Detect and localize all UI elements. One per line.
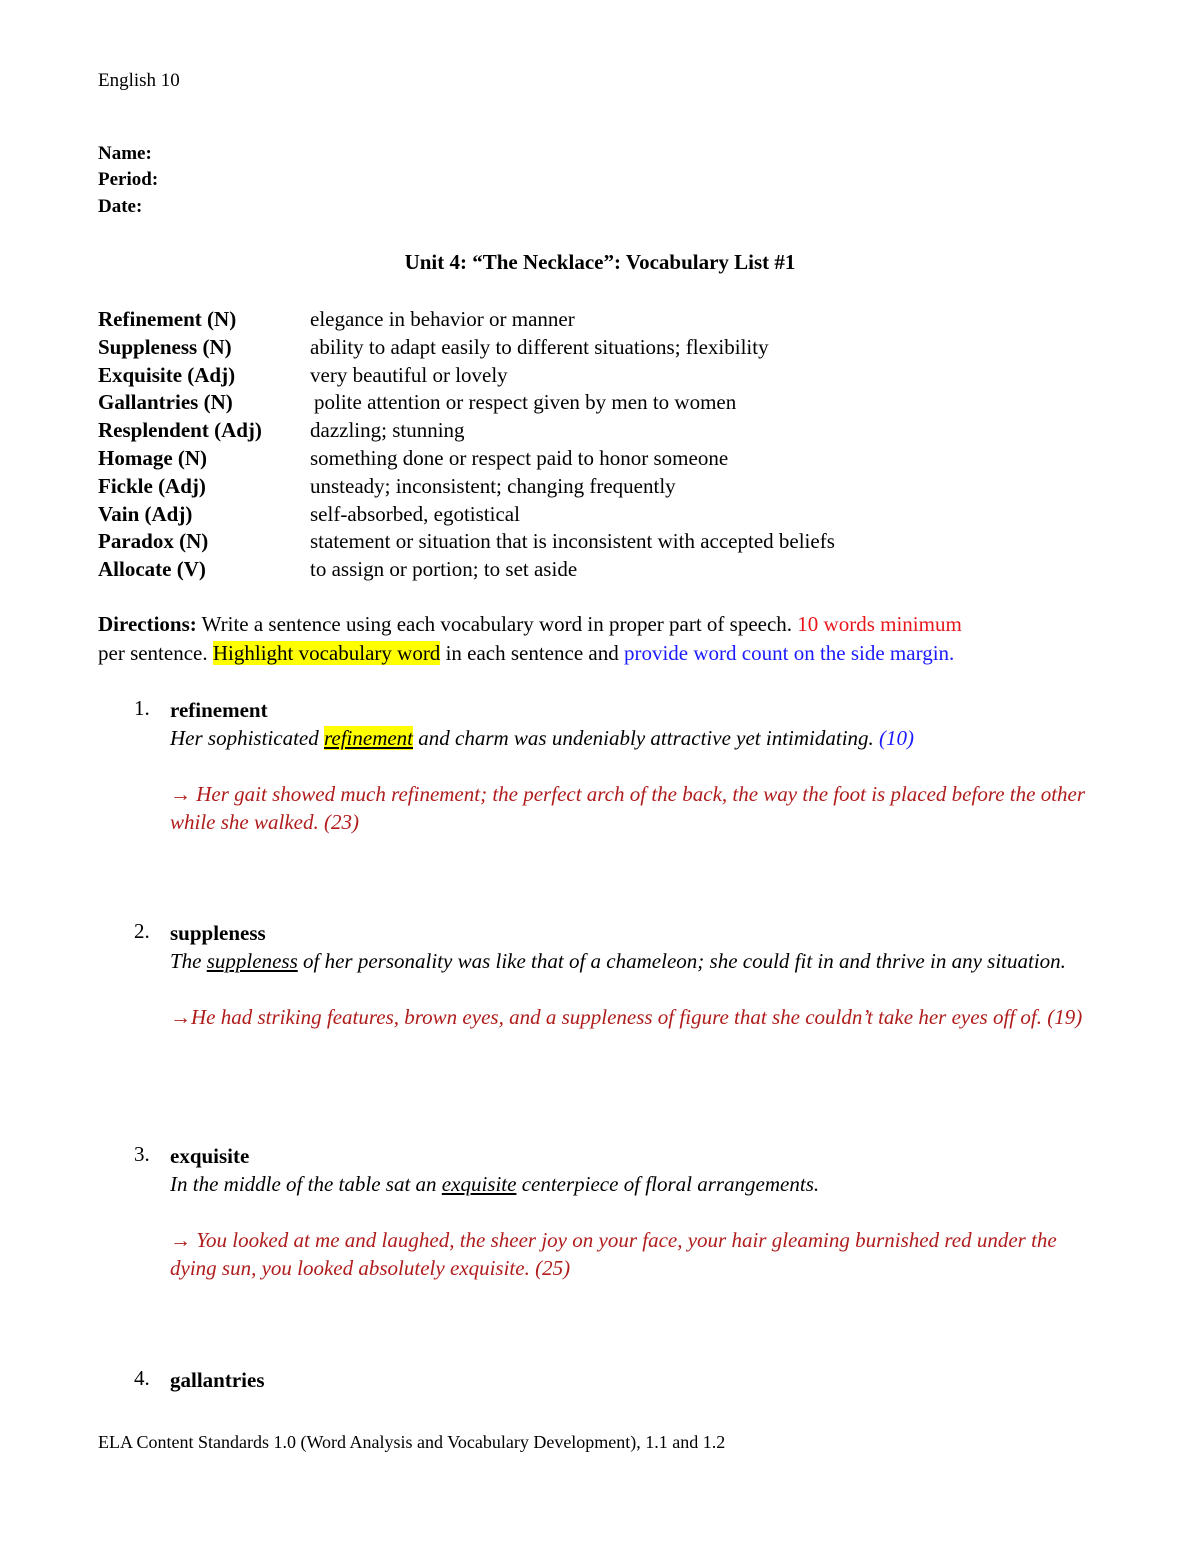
answer-sentence: → You looked at me and laughed, the sheer joy on your face, your hair gleaming burnished red under the dying sun, you looked absolutely exquisite. (25) [170,1228,1057,1280]
vocab-term: Suppleness (N) [98,334,232,359]
vocab-definition: dazzling; stunning [310,418,465,443]
word-count: (10) [879,726,915,750]
directions-text: Write a sentence using each vocabulary word in proper part of speech. [196,612,798,636]
directions-label: Directions: [98,612,197,636]
example-sentence: Her sophisticated refinement and charm was undeniably attractive yet intimidating. (10) [170,726,915,750]
vocab-definition: statement or situation that is inconsistent with accepted beliefs [310,529,835,554]
vocab-term: Homage (N) [98,445,208,470]
vocab-term: Paradox (N) [98,529,209,554]
item-number: 4. [134,1366,150,1390]
item-number: 2. [134,919,150,943]
vocab-definition: polite attention or respect given by men to women [314,390,737,415]
vocab-definition: ability to adapt easily to different situations; flexibility [310,334,769,359]
word-minimum-note: 10 words minimum [797,612,962,636]
answer-sentence: → Her gait showed much refinement; the perfect arch of the back, the way the foot is placed before the other while she walked. (23) [170,782,1086,834]
item-word: refinement [170,698,268,722]
item-number: 3. [134,1142,150,1166]
item-word: gallantries [170,1368,265,1392]
period-label: Period: [98,169,159,190]
vocab-term: Exquisite (Adj) [98,362,236,387]
highlighted-vocab-word: refinement [323,726,414,750]
underlined-vocab-word: exquisite [441,1172,517,1196]
date-label: Date: [98,196,143,217]
directions-text: per sentence. [98,641,213,665]
vocab-term: Vain (Adj) [98,501,193,526]
vocab-term: Refinement (N) [98,307,237,331]
vocab-term: Allocate (V) [98,557,206,582]
vocab-definition: self-absorbed, egotistical [310,501,520,526]
item-word: exquisite [170,1144,250,1168]
example-sentence: In the middle of the table sat an exquisite centerpiece of floral arrangements. [170,1172,820,1196]
word-count-note: provide word count on the side margin. [623,641,955,665]
course-header: English 10 [98,70,180,91]
example-sentence: The suppleness of her personality was like that of a chameleon; she could fit in and thrive in any situation. [170,949,1066,973]
vocab-definition: very beautiful or lovely [310,362,508,387]
directions-text: in each sentence and [440,641,624,665]
vocab-definition: to assign or portion; to set aside [310,557,578,582]
name-label: Name: [98,143,152,164]
item-number: 1. [134,696,150,720]
vocab-definition: something done or respect paid to honor someone [310,445,729,470]
item-word: suppleness [170,921,266,945]
vocab-term: Fickle (Adj) [98,473,206,498]
vocab-term: Gallantries (N) [98,390,233,415]
page-title: Unit 4: “The Necklace”: Vocabulary List #1 [404,250,796,274]
underlined-vocab-word: suppleness [206,949,298,973]
answer-sentence: →He had striking features, brown eyes, and a suppleness of figure that she couldn’t take her eyes off of. (19) [170,1005,1083,1029]
page-footer: ELA Content Standards 1.0 (Word Analysis and Vocabulary Development), 1.1 and 1.2 [98,1432,726,1452]
vocab-definition: unsteady; inconsistent; changing frequently [310,473,676,498]
vocab-definition: elegance in behavior or manner [310,307,575,331]
vocab-term: Resplendent (Adj) [98,418,262,443]
highlight-note: Highlight vocabulary word [212,641,441,665]
directions [98,610,1098,668]
